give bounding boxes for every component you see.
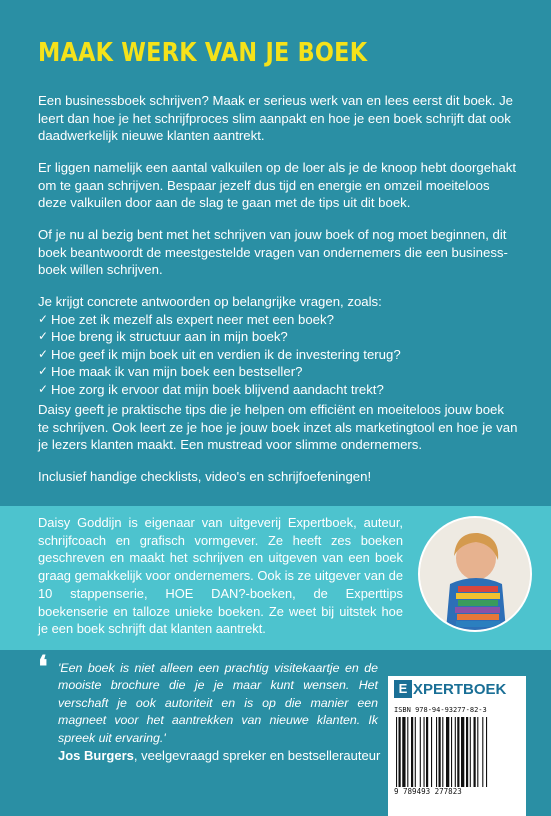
quote-author-role: , veelgevraagd spreker en bestsellerauteur <box>133 748 381 763</box>
author-photo <box>418 516 532 632</box>
checkmark-icon: ✓ <box>38 311 49 326</box>
checkmark-icon: ✓ <box>38 381 49 396</box>
isbn-label: ISBN 978-94-93277-82-3 <box>394 706 487 714</box>
barcode-icon <box>394 717 520 787</box>
checkmark-icon: ✓ <box>38 346 49 361</box>
list-item <box>38 311 518 329</box>
list-item <box>38 328 518 346</box>
cover-title: MAAK WERK VAN JE BOEK <box>38 38 368 68</box>
publisher-logo <box>394 680 506 698</box>
publisher-logo-letter: E <box>394 680 412 698</box>
question-text: Hoe breng ik structuur aan in mijn boek? <box>51 329 288 345</box>
publisher-barcode-box <box>388 676 526 816</box>
checkmark-icon: ✓ <box>38 329 49 344</box>
questions-intro: Je krijgt concrete antwoorden op belangrijke vragen, zoals: <box>38 294 382 309</box>
questions-block <box>38 293 518 399</box>
endorsement-quote: 'Een boek is niet alleen een prachtig visitekaartje en de mooiste brochure die je je maar kunt wensen. Het verschaft je ook autoriteit en is op die manier een magneet voor het aantrekken van nieuwe klanten. Ik spreek uit ervaring.' <box>58 661 378 745</box>
pitfalls-paragraph: Er liggen namelijk een aantal valkuilen op de loer als je de knoop hebt doorgehakt om te gaan schrijven. Bespaar jezelf dus tijd en energie en omzeil moeiteloos deze valkuilen door aan de slag te gaan met de tips uit dit boek. <box>38 160 517 211</box>
audience-paragraph: Of je nu al bezig bent met het schrijven van jouw boek of nog moet beginnen, dit boek beantwoordt de meestgestelde vragen van ondernemers die een business-boek willen schrijven. <box>38 227 508 278</box>
checkmark-icon: ✓ <box>38 364 49 379</box>
question-text: Hoe maak ik van mijn boek een bestseller? <box>51 364 303 380</box>
publisher-logo-text: XPERTBOEK <box>413 680 507 698</box>
questions-list <box>38 311 518 399</box>
quote-author-name: Jos Burgers <box>58 748 134 763</box>
intro-paragraph: Een businessboek schrijven? Maak er serieus werk van en lees eerst dit boek. Je leert dan hoe je het schrijfproces slim aanpakt en hoe je een boek schrijft dat ook daadwerkelijk nieuwe klanten aantrekt. <box>38 93 513 144</box>
question-text: Hoe zet ik mezelf als expert neer met een boek? <box>51 311 334 327</box>
quote-section <box>0 650 551 800</box>
list-item <box>38 381 518 399</box>
question-text: Hoe geef ik mijn boek uit en verdien ik de investering terug? <box>51 346 401 362</box>
quote-author <box>58 748 380 763</box>
author-bio: Daisy Goddijn is eigenaar van uitgeverij Expertboek, auteur, schrijfcoach en grafisch vormgever. Ze heeft zes boeken geschreven en maakt het schrijven en uitgeven van een boek graag gemakkelijk voor ondernemers. Ook is ze uitgever van de 10 stappenserie, HOE DAN?-boeken, de Experttips boekenserie en talloze unieke boeken. Ze weet bij uitstek hoe je een boek schrijft dat klanten aantrekt. <box>38 515 403 637</box>
quote-mark-icon: ❛ <box>38 650 48 685</box>
extras-paragraph: Inclusief handige checklists, video's en schrijfoefeningen! <box>38 469 372 484</box>
barcode-number: 9 789493 277823 <box>394 787 462 796</box>
question-text: Hoe zorg ik ervoor dat mijn boek blijvend aandacht trekt? <box>51 381 384 397</box>
list-item <box>38 363 518 381</box>
tips-paragraph: Daisy geeft je praktische tips die je helpen om efficiënt en moeiteloos jouw boek te schrijven. Ook leert ze je hoe je jouw boek inzet als marketingtool en hoe je van je lezers klanten maakt. Een mustread voor slimme ondernemers. <box>38 402 518 453</box>
author-bio-section <box>0 506 551 650</box>
list-item <box>38 346 518 364</box>
author-portrait-image <box>420 518 530 630</box>
